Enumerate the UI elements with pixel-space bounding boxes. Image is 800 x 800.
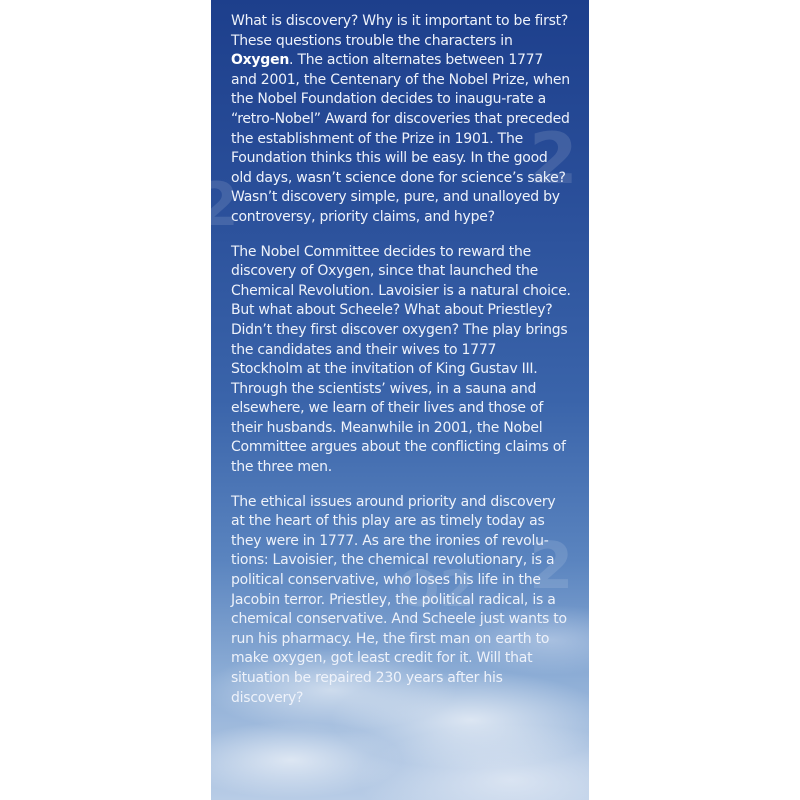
decorative-glyph-2-right: 2 — [529, 530, 574, 604]
paragraph-3: The ethical issues around priority and discovery at the heart of this play are as timely today as they were in 1777. As are the ironies of revolu-tions: Lavoisier, the chemical revolutionary, is a political conservative, who loses his life in the Jacobin terror. Priestley, the political radical, is a chemical conservative. And Scheele just wants to run his pharmacy. He, the first man on earth to make oxygen, got least credit for it. Will that situation be repaired 230 years after his discovery? — [231, 493, 567, 706]
decorative-glyph-2-top: 2 — [529, 118, 578, 200]
paragraph-1-rest: . The action alternates between 1777 and 2001, the Centenary of the Nobel Prize, when the Nobel Foundation decides to inaugu-rate a “retro-Nobel” Award for discoveries that preceded the establishment of the Prize in 1901. The Foundation thinks this will be easy. In the good old days, wasn’t science done for science’s sake? Wasn’t discovery simple, pure, and unalloyed by controversy, priority claims, and hype? — [231, 52, 570, 225]
decorative-glyph-o2: O2 — [397, 560, 475, 618]
paragraph-1-intro: What is discovery? Why is it important to be first? These questions trouble the characters in — [231, 13, 569, 49]
paragraph-2: The Nobel Committee decides to reward the discovery of Oxygen, since that launched the Chemical Revolution. Lavoisier is a natural choice. But what about Scheele? What about Priestley? Didn’t they first discover oxygen? The play brings the candidates and their wives to 1777 Stockholm at the invitation of King Gustav III. Through the scientists’ wives, in a sauna and elsewhere, we learn of their lives and those of their husbands. Meanwhile in 2001, the Nobel Committee argues about the conflicting claims of the three men. — [231, 243, 571, 476]
brochure-panel — [197, 0, 589, 800]
body-text — [231, 12, 571, 723]
play-title: Oxygen — [231, 52, 290, 69]
decorative-glyph-2-left: 2 — [197, 170, 239, 240]
paragraph-1 — [231, 12, 571, 228]
